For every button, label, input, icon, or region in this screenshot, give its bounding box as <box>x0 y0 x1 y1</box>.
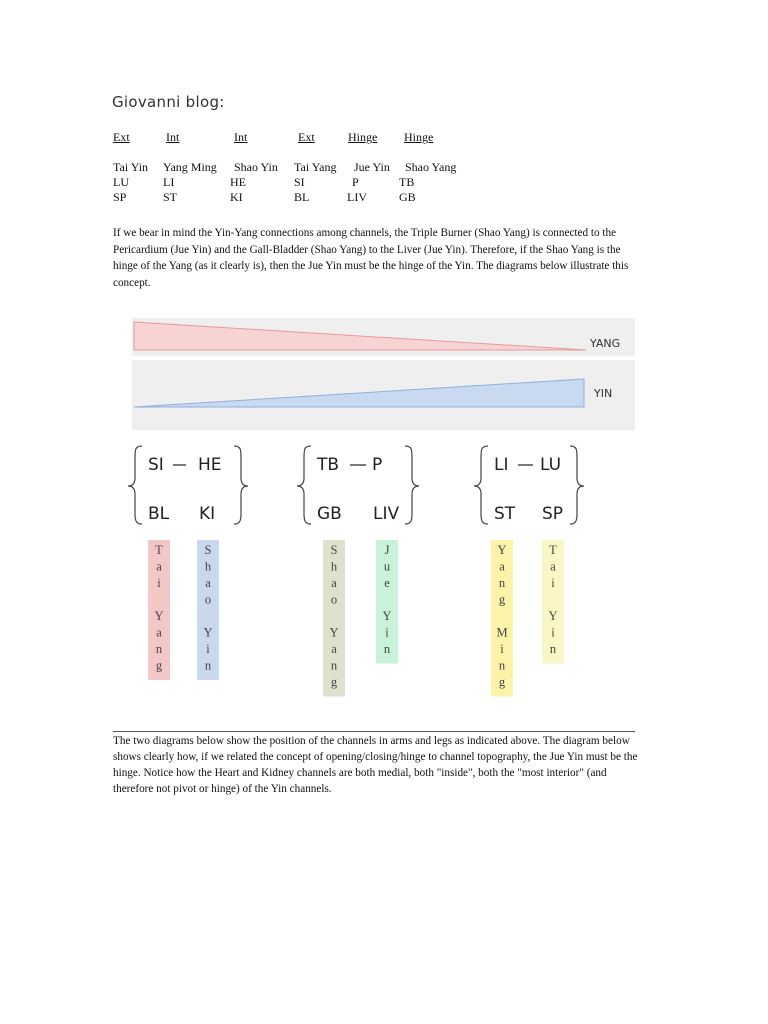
table-cell: LI <box>163 175 175 189</box>
table-header-cell: Hinge <box>404 130 434 144</box>
channel-column-letter: S <box>204 543 212 557</box>
channel-column-letter: Y <box>548 609 558 623</box>
channel-name-columns <box>148 540 564 697</box>
channel-column-letter: g <box>330 675 338 689</box>
table-cell: LIV <box>347 190 367 204</box>
group-label-p: P <box>372 455 383 475</box>
left-brace <box>128 446 142 524</box>
table-header-cell: Hinge <box>348 130 378 144</box>
table-header-cell: Int <box>234 130 248 144</box>
channel-column-letter: T <box>549 543 557 557</box>
channel-column-letter: n <box>155 642 163 656</box>
channel-column-letter: Y <box>154 609 164 623</box>
channel-column-letter: i <box>500 642 504 656</box>
group-label-lu: LU <box>540 455 562 475</box>
channel-column-letter: Y <box>329 625 339 640</box>
table-cell: BL <box>294 190 310 204</box>
channel-column-letter: a <box>156 625 162 640</box>
left-brace <box>297 446 311 524</box>
channel-column-letter: i <box>385 625 389 640</box>
right-brace <box>405 446 419 524</box>
table-cell: Tai Yang <box>294 160 337 174</box>
blog-title: Giovanni blog: <box>112 93 225 111</box>
channel-column-letter: n <box>498 576 506 590</box>
table-cell: SP <box>113 190 127 204</box>
group-label-bl: BL <box>148 504 170 524</box>
right-brace <box>570 446 584 524</box>
channel-column-letter: n <box>383 642 391 656</box>
channel-column-letter: i <box>206 642 210 656</box>
channel-column-letter: h <box>330 559 338 574</box>
channel-column-letter: T <box>155 543 163 557</box>
channel-column-letter: g <box>498 675 506 689</box>
table-cell: Shao Yin <box>234 160 278 174</box>
channel-column-letter: J <box>384 543 390 557</box>
channel-column-letter: a <box>331 576 337 590</box>
table-header-cell: Ext <box>113 130 130 144</box>
table-cell: Yang Ming <box>163 160 217 174</box>
table-cell: GB <box>399 190 416 204</box>
group-label-liv: LIV <box>373 504 400 524</box>
channel-column-letter: n <box>330 658 338 673</box>
yin-yang-channel-diagram <box>110 318 640 728</box>
channel-column-letter: n <box>204 658 212 673</box>
channel-column-letter: a <box>499 559 505 574</box>
paragraph-hinge-concept: If we bear in mind the Yin-Yang connections among channels, the Triple Burner (Shao Yang) is connected to the Pericardium (Jue Yin) and the Gall-Bladder (Shao Yang) to the Liver (Jue Yin). Therefore, if the Shao Yang is the hinge of the Yang (as it clearly is), then the Jue Yin must be the hinge of the Yin. The diagrams below illustrate this concept. <box>113 227 629 289</box>
channel-column-letter: g <box>155 658 163 673</box>
paragraph-channel-topography: The two diagrams below show the position of the channels in arms and legs as indicated above. The diagram below shows clearly how, if we related the concept of opening/closing/hinge to channel topography, the Jue Yin must be the hinge. Notice how the Heart and Kidney channels are both medial, both "inside", both the "most interior" (and therefore not pivot or hinge) of the Yin channels. <box>113 735 638 795</box>
channel-column-letter: Y <box>203 625 213 640</box>
channel-column-letter: i <box>551 576 555 590</box>
channel-column-letter: g <box>498 592 506 607</box>
group-label-li: LI <box>494 455 509 475</box>
channel-column-letter: n <box>498 658 506 673</box>
group-label-sp: SP <box>542 504 564 524</box>
channel-column-letter: a <box>156 559 162 574</box>
channel-column-letter: S <box>330 543 338 557</box>
table-cell: ST <box>163 190 178 204</box>
group-label-gb: GB <box>317 504 342 524</box>
channel-column-letter: n <box>549 642 557 656</box>
table-cell: TB <box>399 175 415 189</box>
table-header-cell: Int <box>166 130 180 144</box>
table-cell: SI <box>294 175 305 189</box>
table-cell: Shao Yang <box>405 160 457 174</box>
channel-column-letter: i <box>157 576 161 590</box>
channel-column-letter: o <box>330 592 338 607</box>
yang-label: YANG <box>590 337 621 350</box>
group-label-tb: TB <box>317 455 340 475</box>
channel-column-letter: u <box>383 559 391 574</box>
group-label-st: ST <box>494 504 516 524</box>
channel-column-letter: a <box>205 576 211 590</box>
table-cell: KI <box>230 190 243 204</box>
channel-column-letter: o <box>204 592 212 607</box>
table-cell: Tai Yin <box>113 160 149 174</box>
table-header-cell: Ext <box>298 130 315 144</box>
channel-column-letter: h <box>204 559 212 574</box>
channel-column-letter: a <box>550 559 556 574</box>
group-label-si: SI <box>148 455 164 475</box>
table-cell: P <box>352 175 359 189</box>
channel-column-letter: M <box>496 625 508 640</box>
right-brace <box>234 446 248 524</box>
left-brace <box>474 446 488 524</box>
table-cell: HE <box>230 175 246 189</box>
group-label-ki: KI <box>199 504 216 524</box>
channel-column-letter: Y <box>497 543 507 557</box>
channel-column-letter: Y <box>382 609 392 623</box>
table-cell: LU <box>113 175 129 189</box>
channel-column-letter: e <box>384 576 390 590</box>
table-cell: Jue Yin <box>354 160 390 174</box>
channel-column-letter: a <box>331 642 337 656</box>
yin-label: YIN <box>594 387 613 400</box>
section-divider <box>113 731 635 732</box>
group-label-he: HE <box>198 455 222 475</box>
channel-column-letter: i <box>551 625 555 640</box>
